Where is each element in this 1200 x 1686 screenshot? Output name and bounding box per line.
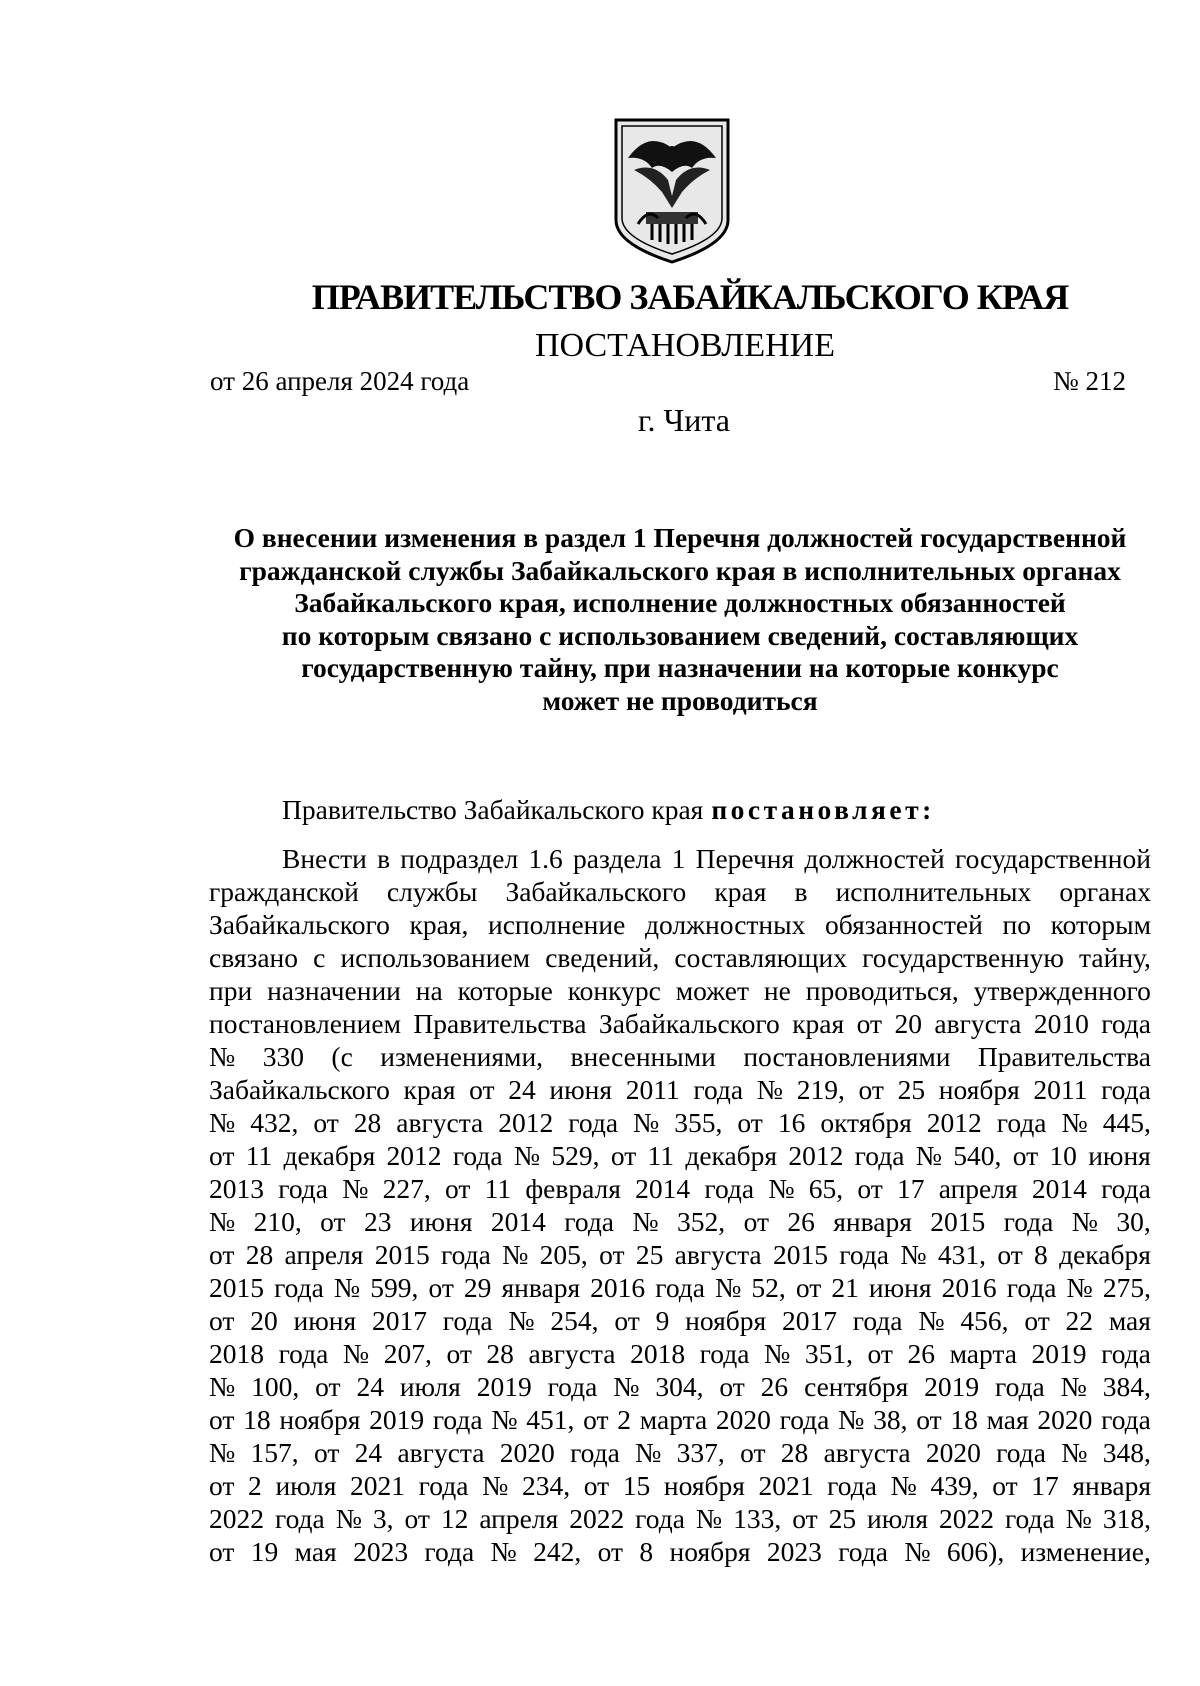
body-paragraph <box>209 842 1151 1568</box>
coat-of-arms-icon <box>608 112 736 264</box>
document-date: от 26 апреля 2024 года <box>210 366 470 396</box>
body-line: № 210, от 23 июня 2014 года № 352, от 26 января 2015 года № 30, <box>209 1206 1151 1237</box>
body-line: от 11 декабря 2012 года № 529, от 11 декабря 2012 года № 540, от 10 июня <box>209 1140 1151 1171</box>
body-line: 2022 года № 3, от 12 апреля 2022 года № 133, от 25 июля 2022 года № 318, <box>209 1503 1151 1534</box>
body-line: 2015 года № 599, от 29 января 2016 года № 52, от 21 июня 2016 года № 275, <box>209 1272 1151 1303</box>
body-line: № 330 (с изменениями, внесенными постановлениями Правительства <box>209 1041 1151 1072</box>
document-type: ПОСТАНОВЛЕНИЕ <box>534 327 836 364</box>
body-line: Внести в подраздел 1.6 раздела 1 Перечня должностей государственной <box>282 843 1151 874</box>
body-line: связано с использованием сведений, составляющих государственную тайну, <box>209 942 1151 973</box>
subject-line: О внесении изменения в раздел 1 Перечня должностей государственной <box>233 522 1127 553</box>
body-line: от 19 мая 2023 года № 242, от 8 ноября 2023 года № 606), изменение, <box>209 1536 1151 1567</box>
body-line: № 432, от 28 августа 2012 года № 355, от 16 октября 2012 года № 445, <box>209 1107 1151 1138</box>
subject-line: может не проводиться <box>542 684 818 716</box>
body-line: от 28 апреля 2015 года № 205, от 25 августа 2015 года № 431, от 8 декабря <box>209 1239 1151 1270</box>
body-line: от 18 ноября 2019 года № 451, от 2 марта 2020 года № 38, от 18 мая 2020 года <box>209 1404 1151 1435</box>
body-line: от 20 июня 2017 года № 254, от 9 ноября 2017 года № 456, от 22 мая <box>209 1305 1151 1336</box>
subject-line: Забайкальского края, исполнение должностных обязанностей <box>294 587 1066 619</box>
body-line: № 100, от 24 июля 2019 года № 304, от 26 сентября 2019 года № 384, <box>209 1371 1151 1402</box>
decree-verb: постановляет: <box>711 794 935 825</box>
subject-line: по которым связано с использованием сведений, составляющих <box>281 619 1079 651</box>
body-line: постановлением Правительства Забайкальского края от 20 августа 2010 года <box>209 1008 1151 1039</box>
organization-title: ПРАВИТЕЛЬСТВО ЗАБАЙКАЛЬСКОГО КРАЯ <box>311 277 1069 317</box>
body-line: от 2 июля 2021 года № 234, от 15 ноября 2021 года № 439, от 17 января <box>209 1470 1151 1501</box>
decree-subject: Правительство Забайкальского края <box>282 794 704 825</box>
document-number: № 212 <box>1052 366 1126 396</box>
body-line: Забайкальского края, исполнение должностных обязанностей по которым <box>209 909 1151 940</box>
document-city: г. Чита <box>637 402 730 438</box>
subject-line: гражданской службы Забайкальского края в исполнительных органах <box>239 554 1121 586</box>
subject-line: государственную тайну, при назначении на которые конкурс <box>301 652 1059 684</box>
body-line: гражданской службы Забайкальского края в исполнительных органах <box>209 876 1151 907</box>
document-subject <box>200 522 1160 718</box>
body-line: Забайкальского края от 24 июня 2011 года № 219, от 25 ноября 2011 года <box>209 1074 1151 1105</box>
body-line: 2018 года № 207, от 28 августа 2018 года № 351, от 26 марта 2019 года <box>209 1338 1151 1369</box>
body-line: 2013 года № 227, от 11 февраля 2014 года № 65, от 17 апреля 2014 года <box>209 1173 1151 1204</box>
decree-statement <box>282 794 935 826</box>
body-line: при назначении на которые конкурс может не проводиться, утвержденного <box>209 975 1151 1006</box>
body-line: № 157, от 24 августа 2020 года № 337, от 28 августа 2020 года № 348, <box>209 1437 1151 1468</box>
